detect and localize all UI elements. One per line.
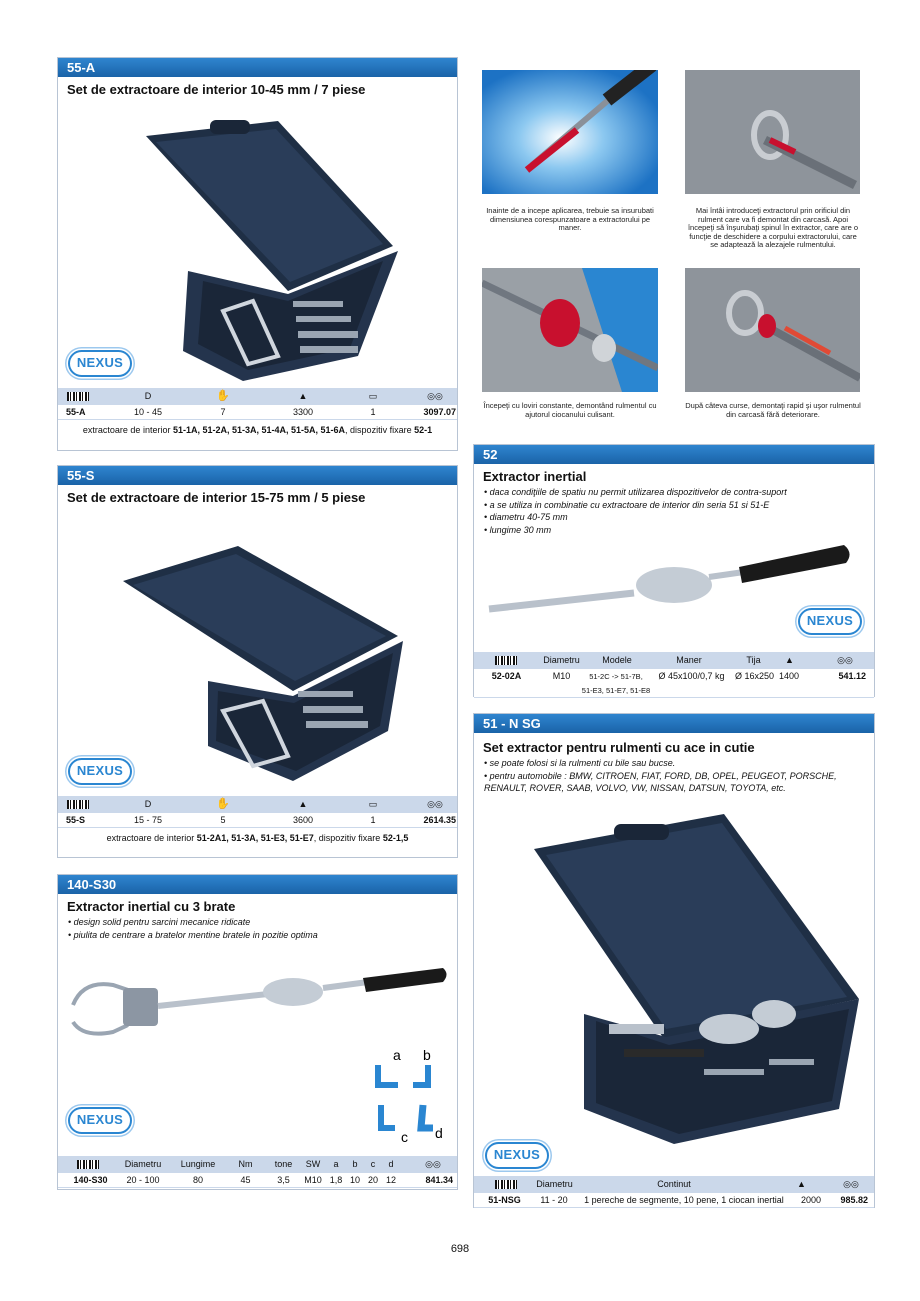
spec-header: Diametru Continut ▲ ◎◎ (474, 1176, 874, 1193)
spec-row: 55-S 15 - 75 5 3600 1 2614.35 (58, 813, 457, 828)
spec-row: 140-S30 20 - 100 80 45 3,5 M10 1,8 10 20 12 841.34 (58, 1173, 457, 1188)
product-card-55s (57, 465, 458, 858)
dim-label-a: a (393, 1050, 401, 1063)
step-photo-3 (482, 268, 658, 392)
weight-icon: ▲ (298, 799, 308, 809)
product-card-52 (473, 444, 875, 697)
dimension-diagram (373, 1050, 448, 1145)
tool-case-image (128, 116, 408, 386)
step-caption-4: După câteva curse, demontaţi rapid şi uşor rulmentul din carcasă fără deteriorare. (685, 401, 861, 419)
weight-icon: ▲ (298, 391, 308, 401)
inertial-extractor-image (484, 537, 859, 617)
spec-row: 52-02A M10 51-2C -> 51-7B, 51-E3, 51-E7, 51-E8 Ø 45x100/0,7 kg Ø 16x250 1400 541.12 (474, 669, 874, 698)
product-code: 52 (474, 445, 874, 464)
coins-icon: ◎◎ (843, 1179, 859, 1189)
spec-row: 51-NSG 11 - 20 1 pereche de segmente, 10 pene, 1 ciocan inertial 2000 985.82 (474, 1193, 874, 1208)
spec-header: Diametru Modele Maner Tija ▲ ◎◎ (474, 652, 874, 669)
header-d: D (144, 799, 152, 809)
coins-icon: ◎◎ (427, 799, 443, 809)
dim-label-b: b (423, 1050, 431, 1063)
dim-label-d: d (435, 1125, 443, 1141)
step-photo-2 (685, 70, 860, 194)
barcode-icon (495, 656, 517, 665)
spec-table (474, 1176, 874, 1208)
feature-list: • daca condiţiile de spatiu nu permit utilizarea dispozitivelor de contra-suport • a se utiliza in combinatie cu extractoare de interior din seria 51 si 51-E • diametru 40-75 mm • lungime 30 mm (484, 487, 787, 535)
spec-header: Diametru Lungime Nm tone SW a b c d ◎◎ (58, 1156, 457, 1173)
tape-icon: ▭ (368, 799, 378, 809)
hand-icon: ✋ (216, 390, 230, 402)
nexus-logo: NEXUS (68, 758, 132, 785)
step-photo-4 (685, 268, 860, 392)
product-code: 140-S30 (58, 875, 457, 894)
barcode-icon (495, 1180, 517, 1189)
barcode-icon (77, 1160, 99, 1169)
barcode-icon (67, 392, 89, 401)
header-d: D (144, 391, 152, 401)
coins-icon: ◎◎ (427, 391, 443, 401)
product-title: Extractor inertial (483, 469, 587, 484)
product-code: 55-S (58, 466, 457, 485)
product-card-55a (57, 57, 458, 451)
weight-icon: ▲ (785, 655, 794, 665)
nexus-logo: NEXUS (485, 1142, 549, 1169)
contents-note: extractoare de interior 51-1A, 51-2A, 51-3A, 51-4A, 51-5A, 51-6A, dispozitiv fixare 52-1 (58, 420, 457, 441)
contents-note: extractoare de interior 51-2A1, 51-3A, 51-E3, 51-E7, dispozitiv fixare 52-1,5 (58, 828, 457, 849)
spec-table (474, 652, 874, 698)
step-photo-1 (482, 70, 658, 194)
weight-icon: ▲ (797, 1179, 806, 1189)
product-title: Extractor inertial cu 3 brate (67, 899, 236, 914)
tool-case-image (514, 809, 874, 1149)
product-card-140s30 (57, 874, 458, 1190)
product-card-51nsg (473, 713, 875, 1208)
step-caption-2: Mai întâi introduceţi extractorul prin orificiul din rulment care va fi demontat din carcasă. Apoi începeţi să înşurubaţi spinul în extractor, care are o funcţie de deschidere a corpului extractorului, care se adaptează la alezajele rulmentului. (687, 206, 859, 249)
barcode-icon (67, 800, 89, 809)
product-code: 55-A (58, 58, 457, 77)
hand-icon: ✋ (216, 798, 230, 810)
product-title: Set extractor pentru rulmenti cu ace in cutie (483, 740, 755, 755)
spec-table (58, 388, 457, 441)
step-caption-3: Începeţi cu loviri constante, demontând rulmentul cu ajutorul ciocanului culisant. (483, 401, 657, 419)
tape-icon: ▭ (368, 391, 378, 401)
feature-list: • se poate folosi si la rulmenti cu bile sau bucse. • pentru automobile : BMW, CITROEN, FIAT, FORD, DB, OPEL, PEUGEOT, PORSCHE, RENAULT, ROVER, SAAB, VOLVO, VW, NISSAN, DATSUN, TOYOTA, etc. (484, 758, 837, 793)
spec-table (58, 1156, 457, 1188)
nexus-logo: NEXUS (68, 1107, 132, 1134)
spec-header (58, 388, 457, 405)
nexus-logo: NEXUS (798, 608, 862, 635)
page-number: 698 (450, 1243, 470, 1255)
dim-label-c: c (401, 1129, 408, 1145)
inertial-extractor-image (68, 960, 453, 1050)
product-title: Set de extractoare de interior 15-75 mm / 5 piese (67, 490, 366, 505)
step-caption-1: Inainte de a incepe aplicarea, trebuie sa insurubati dimensiunea corespunzatoare a extractorului pe maner. (486, 206, 654, 232)
coins-icon: ◎◎ (837, 655, 853, 665)
tool-case-image (118, 541, 418, 791)
spec-table (58, 796, 457, 849)
spec-row: 55-A 10 - 45 7 3300 1 3097.07 (58, 405, 457, 420)
spec-header (58, 796, 457, 813)
product-title: Set de extractoare de interior 10-45 mm / 7 piese (67, 82, 366, 97)
coins-icon: ◎◎ (425, 1159, 441, 1169)
product-code: 51 - N SG (474, 714, 874, 733)
nexus-logo: NEXUS (68, 350, 132, 377)
feature-list: • design solid pentru sarcini mecanice ridicate • piulita de centrare a bratelor mentine bratele in pozitie optima (68, 917, 318, 940)
